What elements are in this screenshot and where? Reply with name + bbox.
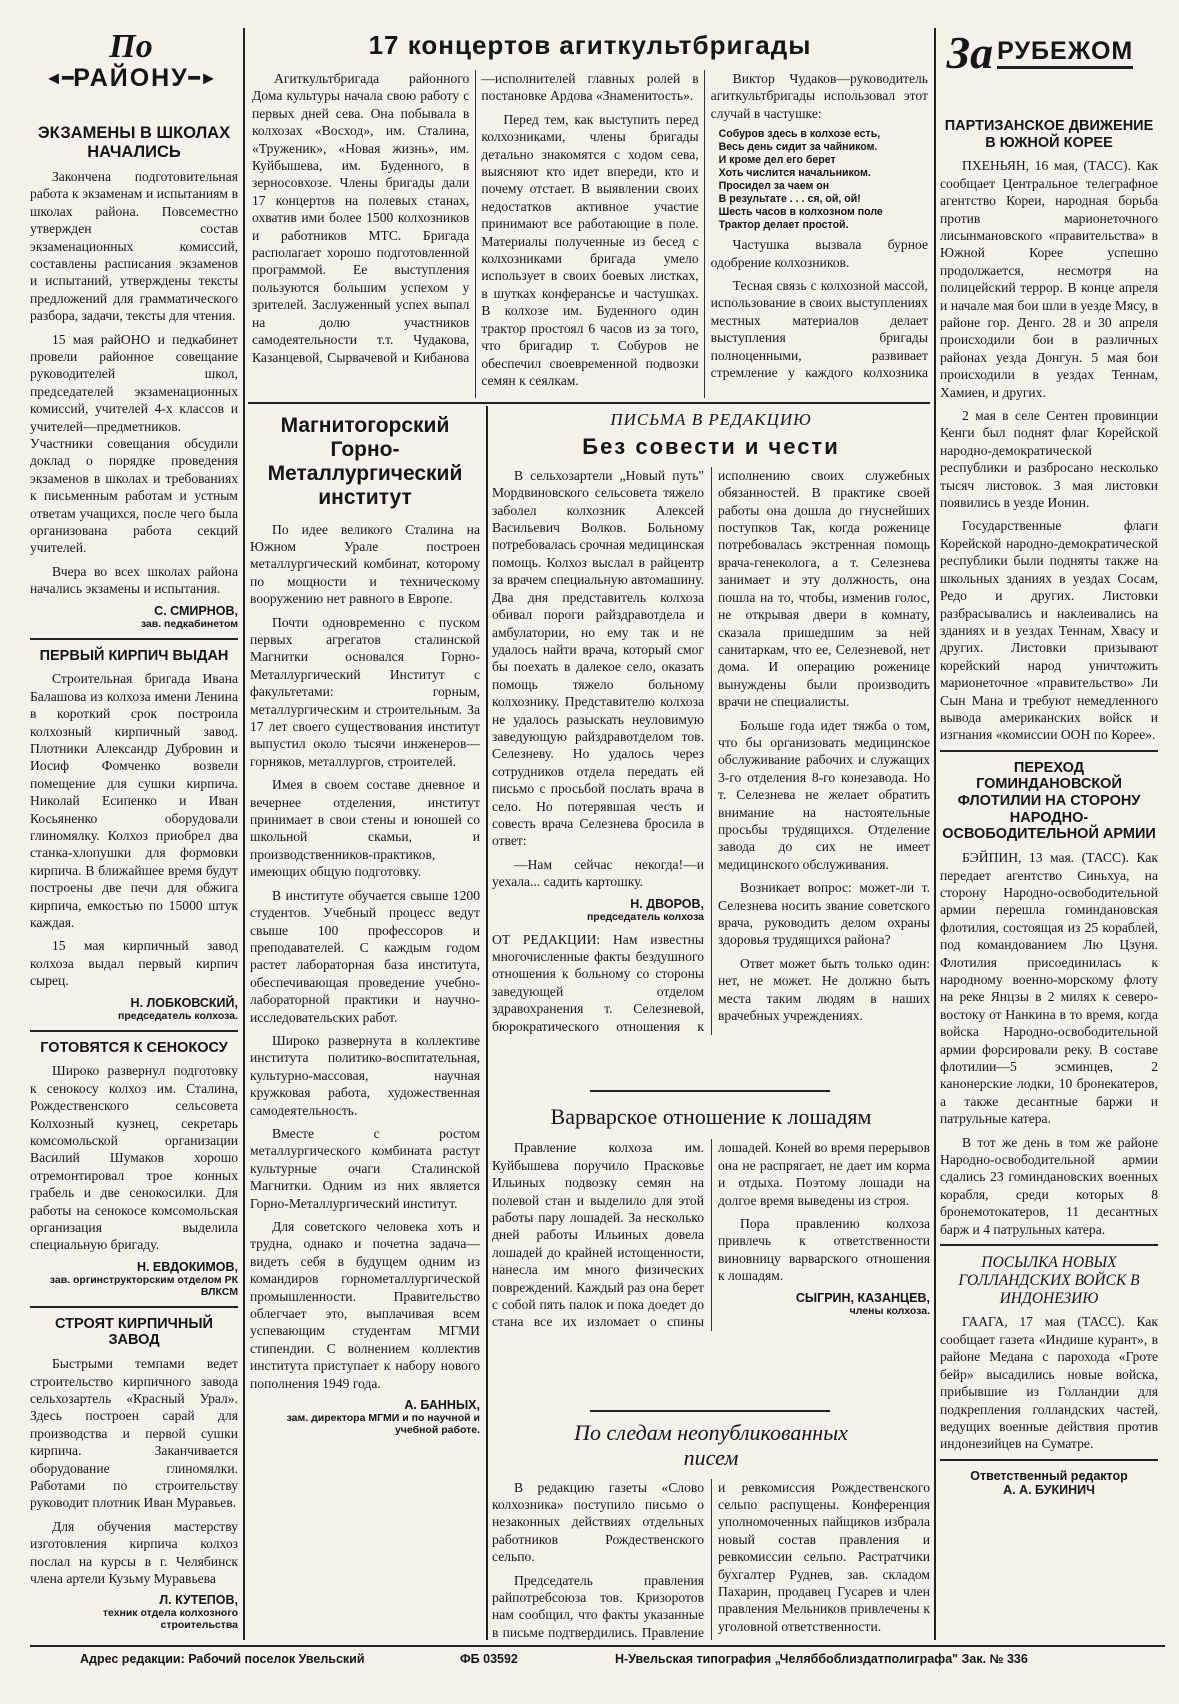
exams-position: зав. педкабинетом — [140, 617, 238, 630]
horses-paragraph: Пора правлению колхоза привлечь к ответственности виновницу варварского отношения к лошадям. — [718, 1215, 930, 1284]
column-rule — [486, 406, 488, 1640]
brick-headline: ПЕРВЫЙ КИРПИЧ ВЫДАН — [39, 647, 229, 664]
rayon-masthead-bottom: РАЙОНУ — [73, 64, 189, 92]
verse-line: Собуров здесь в колхозе есть, — [718, 128, 881, 141]
letters-paragraph: Ответ может быть только один: нет, не может. Не должно быть места таким людям в наших врачебных учреждениях. — [718, 955, 930, 1024]
verse-line: Трактор делает простой. — [718, 219, 849, 232]
letters-headline: Без совести и чести — [582, 433, 840, 459]
plant-signature: Л. КУТЕПОВ, — [159, 1593, 238, 1608]
article-divider — [30, 638, 238, 640]
brick-position: председатель колхоза. — [118, 1009, 238, 1022]
exams-paragraph: Вчера во всех школах района начались экзамены и испытания. — [30, 563, 238, 597]
abroad-masthead-bottom: РУБЕЖОМ — [997, 37, 1133, 69]
letters-paragraph: Больше года идет тяжба о том, что бы организовать медицинское обслуживание рабочих и служащих 3-го отделения 8-го конезавода. Но т. Селезнева не желает обратить внимание на настоятельные просьбы трудящихся. Отделение завода до сих не имеет медицинского обслуживания. — [718, 717, 930, 872]
unpublished-paragraph: В редакцию газеты «Слово колхозника» поступило письмо о незаконных действиях отдельных работников Рождественского сельпо. — [492, 1479, 704, 1565]
horses-signature: СЫГРИН, КАЗАНЦЕВ, — [795, 1290, 930, 1305]
abroad-masthead-top: За — [946, 27, 994, 78]
exams-paragraph: 15 мая райОНО и педкабинет провели районное совещание руководителей школ, председателей экзаменационных комиссий, учителей 4-х классов и учителей—предметников. Участники совещания обсудили доклад о порядке проведения экзаменов в школах и требованиях к письменным работам и устным ответам учащихся, после чего была организована работа секций учителей. — [30, 331, 238, 556]
plant-position: техник отдела колхозного строительства — [102, 1607, 238, 1632]
editor-label: Ответственный редактор — [970, 1468, 1128, 1483]
letters-section — [492, 410, 930, 1080]
editor-name: А. А. БУКИНИЧ — [1003, 1482, 1095, 1497]
footer-printer: Н-Увельская типография „Челяббоблиздатполиграфа" Зак. № 336 — [615, 1652, 1028, 1666]
institute-article — [250, 414, 480, 1640]
plant-paragraph: Быстрыми темпами ведет строительство кирпичного завода сельхозартель «Красный Урал». Здесь построен сарай для производства и первой сушки кирпича. Заканчивается оборудование глиномялки. Работами по строительству руководит плотник Иван Муравьев. — [30, 1356, 238, 1511]
unpublished-article — [492, 1420, 930, 1640]
article-divider — [940, 1244, 1158, 1246]
korea-paragraph: ПХЕНЬЯН, 16 мая, (ТАСС). Как сообщает Центральное телеграфное агентство Кореи, народная борьба против марионеточного лисынмановского «правительства» в Южной Корее успешно продолжается, несмотря на полицейский террор. В конце апреля и начале мая бои шли в уезде Мясу, в районе гор. Денго. 28 и 30 апреля происходили бои в различных районах уезда Донгун. 5 мая бои происходили в уездах Теннам, Хамиен, и других. — [940, 158, 1158, 400]
indonesia-paragraph: ГААГА, 17 мая (ТАСС). Как сообщает газета «Индише курант», в районе Медана с парохода «Гроте бейр» высадились новые войска, прибывшие из Голландии для подкрепления голландских частей, ведущих военные действия против индонезийцев на Суматре. — [940, 1314, 1158, 1452]
horses-article — [492, 1104, 930, 1416]
concerts-article — [252, 70, 928, 398]
verse-line: Хоть числится начальником. — [718, 167, 871, 180]
concerts-paragraph: Перед тем, как выступить перед колхозниками, члены бригады детально знакомятся с ходом сева, выясняют кто идет впереди, кто и почему отстает. В выявлении своих недостатков активное участие принимают все работающие в поле. Материалы полученные из бесед с колхозниками бригада умело использует в своих боевых листках, в шутках конферансье и частушках. В колхозе им. Буденного один трактор простоял 6 часов из за того, что бригадир т. Собуров не обеспечил своевременной подвозки семян к сеялкам. — [481, 111, 699, 388]
concerts-paragraph: Агиткультбригада районного Дома культуры начала свою работу с первых дней сева. Она побывала в колхозах «Восход», им. Сталина, «Труженик», «Новая жизнь», им. Куйбышева, им. Буденного, в зерносовхозе. Члены бригады дали 17 концертов на полевых станах, охватив ими более 1500 колхозников и работников МТС. Бригада располагает хорошо подготовленной программой. Ее выступления пользуются большим успехом у зрителей. Заслуженный успех выпал на долю участников самодеятельности т.т. Чудакова, Казанцевой, Сырвачевой и Кибанова—исполнителей главных ролей в постановке Ардова «Знаменитость». — [252, 71, 699, 365]
unpublished-headline: По следам неопубликованных писем — [574, 1420, 848, 1471]
concerts-headline: 17 концертов агиткультбригады — [368, 30, 812, 60]
article-divider — [30, 1306, 238, 1308]
unpublished-body — [492, 1479, 930, 1640]
institute-paragraph: Имея в своем составе дневное и вечернее отделения, институт принимает в свои стены и юношей со школьной скамьи, и производственников-практиков, имеющих общую подготовку. — [250, 777, 480, 880]
verse-line: И кроме дел его берет — [718, 154, 836, 167]
letters-paragraph: —Нам сейчас некогда!—и уехала... садить картошку. — [492, 856, 704, 890]
verse-line: Просидел за чаем он — [718, 180, 830, 193]
chastushka-verse — [719, 128, 928, 232]
concerts-paragraph: Тесная связь с колхозной массой, использование в своих выступлениях местных материалов делает выступления бригады полноценными, развивает стремление у каждого колхозника — [710, 278, 928, 381]
korea-headline: ПАРТИЗАНСКОЕ ДВИЖЕНИЕ В ЮЖНОЙ КОРЕЕ — [944, 118, 1154, 151]
verse-line: Шесть часов в колхозном поле — [718, 206, 883, 219]
left-arrow-icon: ◄━ — [44, 68, 74, 88]
column-rule — [243, 28, 245, 1640]
horses-body — [492, 1139, 930, 1330]
left-column — [30, 108, 238, 1640]
china-headline: ПЕРЕХОД ГОМИНДАНОВСКОЙ ФЛОТИЛИИ НА СТОРОНУ НАРОДНО-ОСВОБОДИТЕЛЬНОЙ АРМИИ — [942, 759, 1156, 843]
concerts-paragraph: Виктор Чудаков—руководитель агиткультбригады использовал этот случай в частушке: — [710, 71, 928, 121]
china-paragraph: В тот же день в том же районе Народно-освободительной армии сдались 23 гоминдановских военных корабля, среди которых 8 бронемотокатеров, 11 десантных барж и 4 патрульных катера. — [940, 1134, 1158, 1237]
brick-paragraph: Строительная бригада Ивана Балашова из колхоза имени Ленина в короткий срок построила колхозный кирпичный завод. Плотники Александр Дубровин и Иосиф Фомченко возвели помещение для сушки кирпича. Николай Есипенко и Иван Косьяненко оборудовали глиномялку. Колхоз приобрел два станка-хлопушки для формовки кирпича. В ближайшее время будут построены две печи для обжига кирпича, емкостью по 15000 штук каждая. — [30, 671, 238, 931]
letters-paragraph: В сельхозартели „Новый путь" Мордвиновского сельсовета тяжело заболел колхозник Алексей Васильевич Волков. Больному потребовалась срочная медицинская помощь. Колхоз выслал в райцентр за врачем специальную автомашину. Два дня представитель колхоза обивал пороги райздравотдела и амбулатории, но ему так и не удалось найти врача, который смог бы поехать в далекое село, оказать помощь тяжело больному колхознику. Представителю колхоза не удалось разыскать неуловимую заведующую райздравотделом тов. Селезневу. Но удалось через сотрудников отдела передать ей письмо с просьбой послать врача в село. Но потерявшая честь и совесть врача Селезнева бросила в ответ: — [492, 467, 704, 849]
institute-paragraph: Широко развернута в коллективе института политико-воспитательная, культурно-массовая, научная кружковая работа, художественная самодеятельность. — [250, 1032, 480, 1118]
column-rule — [934, 28, 936, 1640]
unpublished-paragraph: Председатель правления райпотребсоюза тов. Кризоротов нам сообщил, что факты указанные в письме подтвердились. Правление и ревкомиссия Рождественского сельпо распущены. Конференция уполномоченных пайщиков избрала новый состав правления и ревкомиссии сельпо. Растратчики бухгалтер Руднев, зав. складом Пахарин, продавец Гусарев и член правления Мельников привлечены к уголовной ответственности. — [492, 1479, 930, 1640]
concerts-paragraph: Частушка вызвала бурное одобрение колхозников. — [710, 237, 928, 270]
abroad-masthead — [920, 27, 1160, 78]
indonesia-headline: ПОСЫЛКА НОВЫХ ГОЛЛАНДСКИХ ВОЙСК В ИНДОНЕЗИЮ — [958, 1254, 1140, 1307]
institute-signature: А. БАННЫХ, — [404, 1398, 480, 1413]
letters-paragraph: Возникает вопрос: может-ли т. Селезнева носить звание советского врача, руководить делом охраны здоровья трудящихся района? — [718, 880, 930, 948]
institute-position: зам. директора МГМИ и по научной и учебной работе. — [286, 1412, 480, 1437]
plant-headline: СТРОЯТ КИРПИЧНЫЙ ЗАВОД — [55, 1315, 213, 1349]
letters-rubric: ПИСЬМА В РЕДАКЦИЮ — [610, 410, 812, 429]
brick-signature: Н. ЛОБКОВСКИЙ, — [130, 995, 238, 1010]
brick-paragraph: 15 мая кирпичный завод колхоза выдал первый кирпич сырец. — [30, 938, 238, 989]
horses-paragraph: Правление колхоза им. Куйбышева поручило Прасковье Ильиных подвозку семян на полевой стан и выделило для этой работы пару лошадей. За несколько дней работы Ильиных довела лошадей до крайней истощенности, нанесла им много физических повреждений. Каждый раз она берет с собой пять палок и пока доедет до стана все их изломает о спины лошадей. Коней во время перерывов она не распрягает, не дает им корма и отдыха. Поэтому лошади на долгое время выведены из строя. — [492, 1140, 930, 1330]
abroad-column — [940, 108, 1158, 1640]
section-rule — [590, 1410, 830, 1412]
footer-address: Адрес редакции: Рабочий поселок Увельский — [80, 1652, 365, 1666]
letters-position: председатель колхоза — [586, 910, 704, 923]
korea-paragraph: 2 мая в селе Сентен провинции Кенги был поднят флаг Корейской народно-демократической республики и разбросано несколько тысяч листовок. 3 мая листовки появились в уезде Ионин. — [940, 408, 1158, 511]
rayon-masthead-top: По — [109, 28, 153, 65]
letters-signature: Н. ДВОРОВ, — [630, 896, 704, 911]
rayon-masthead — [22, 30, 240, 93]
institute-paragraph: Почти одновременно с пуском первых агрегатов сталинской Магнитки основался Горно-Металлургический Институт с факультетами: горным, металлургическим и строительным. За 17 лет своего существования институт выпустил около тысячи инженеров—горняков, металлургов, строителей. — [250, 614, 480, 769]
article-divider — [940, 750, 1158, 752]
horses-position: члены колхоза. — [849, 1304, 930, 1317]
exams-headline: ЭКЗАМЕНЫ В ШКОЛАХ НАЧАЛИСЬ — [37, 124, 231, 161]
footer-code: ФБ 03592 — [460, 1652, 518, 1666]
hay-paragraph: Широко развернул подготовку к сенокосу колхоз им. Сталина, Рождественского сельсовета Колхозный кузнец, секретарь комсомольской организации Василий Шумаков хорошо отремонтировал трое конных грабель и две сенокосилки. Для работы на сенокосе комсомольская организация выделила специальную бригаду. — [30, 1063, 238, 1253]
hay-signature: Н. ЕВДОКИМОВ, — [136, 1259, 238, 1274]
verse-line: В результате . . . ся, ой, ой! — [718, 193, 861, 206]
institute-paragraph: По идее великого Сталина на Южном Урале построен металлургический комбинат, которому по мощности и техническому вооружению нет равного в Европе. — [250, 521, 480, 607]
institute-headline: Магнитогорский Горно-Металлургический институт — [267, 414, 463, 510]
exams-signature: С. СМИРНОВ, — [154, 603, 238, 618]
plant-paragraph: Для обучения мастерству изготовления кирпича колхоз послал на курсы в г. Челябинск члена артели Кузьму Муравьева — [30, 1518, 238, 1587]
institute-paragraph: Вместе с ростом металлургического комбината растут культурные очаги Сталинской Магнитки. Одним из них является Горно-Металлургический институт. — [250, 1125, 480, 1211]
horses-headline: Варварское отношение к лошадям — [550, 1104, 872, 1129]
section-rule — [248, 402, 930, 404]
verse-line: Весь день сидит за чайником. — [718, 141, 878, 154]
china-paragraph: БЭЙПИН, 13 мая. (ТАСС). Как передает агентство Синьхуа, на сторону Народно-освободительной армии перешла гоминдановская флотилия, состоящая из 25 кораблей, под командованием Лю Цзуня. Флотилия присоединилась к народному военно-морскому флоту на реке Янцзы в 2 милях к северо-востоку от Нанкина в то время, когда войска Народно-освободительной армии форсировали реку. В составе флотилии—5 эсминцев, 2 канонерские лодки, 10 бронекатеров, а также десантные баржи и патрульные катера. — [940, 850, 1158, 1127]
exams-paragraph: Закончена подготовительная работа к экзаменам и испытаниям в школах района. Повсеместно утвержден состав экзаменационных комиссий, составлены расписания экзаменов и испытаний, утверждены тексты предложений для грамматического разбора, задачи, тексты для чтения. — [30, 168, 238, 324]
institute-paragraph: Для советского человека хоть и трудна, однако и почетна задача—видеть себя в будущем одним из командиров горнометаллургической промышленности. Правительство облегчает это, выплачивая всем успевающим студентам МГМИ стипендии. С волнением коллектив института приступает к набору нового пополнения 1949 года. — [250, 1219, 480, 1391]
institute-paragraph: В институте обучается свыше 1200 студентов. Учебный процесс ведут свыше 100 профессоров и преподавателей. С каждым годом растет лабораторная база института, обеспечивающая проведение учебно-лабораторной практики и научно-исследовательских работ. — [250, 887, 480, 1025]
hay-headline: ГОТОВЯТСЯ К СЕНОКОСУ — [40, 1039, 228, 1056]
article-divider — [30, 1030, 238, 1032]
letters-body — [492, 467, 930, 1035]
editorial-note: ОТ РЕДАКЦИИ: Нам известны многочисленные факты бездушного отношения к больному со стороны заведующей отделом здравохранения т. Селезневой, бюрократического отношения к исполнению своих служебных обязанностей. В практике своей работы она дошла до гнуснейших поступков Так, когда роженице потребовалась экстренная помощь врача-генеколога, а т. Селезнева занимает и эту должность, она пошла на то, чтобы, изменив голос, не открывая двери в комнату, сказала пришедшим за ней санитаркам, что ее, Селезневой, нет дома. И операцию роженице вынуждены были производить врачи не специалисты. — [492, 467, 930, 1034]
section-rule — [590, 1090, 830, 1092]
article-divider — [940, 1459, 1158, 1461]
footer-rule — [30, 1645, 1165, 1647]
korea-paragraph: Государственные флаги Корейской народно-демократической республики были подняты также на школьных зданиях в уездах Сосам, Редо и других. Листовки разбрасывались и наклеивались на зданиях и в уездах Теннам, Хвасу и других. Листовки призывают корейский народ уничтожить марионеточное «правительство» Ли Сын Мана и требуют немедленного вывода американских войск и изгнания «комиссии ООН по Корее». — [940, 518, 1158, 743]
hay-position: зав. оргинструкторским отделом РК ВЛКСМ — [49, 1273, 238, 1298]
right-arrow-icon: ━► — [188, 68, 218, 88]
